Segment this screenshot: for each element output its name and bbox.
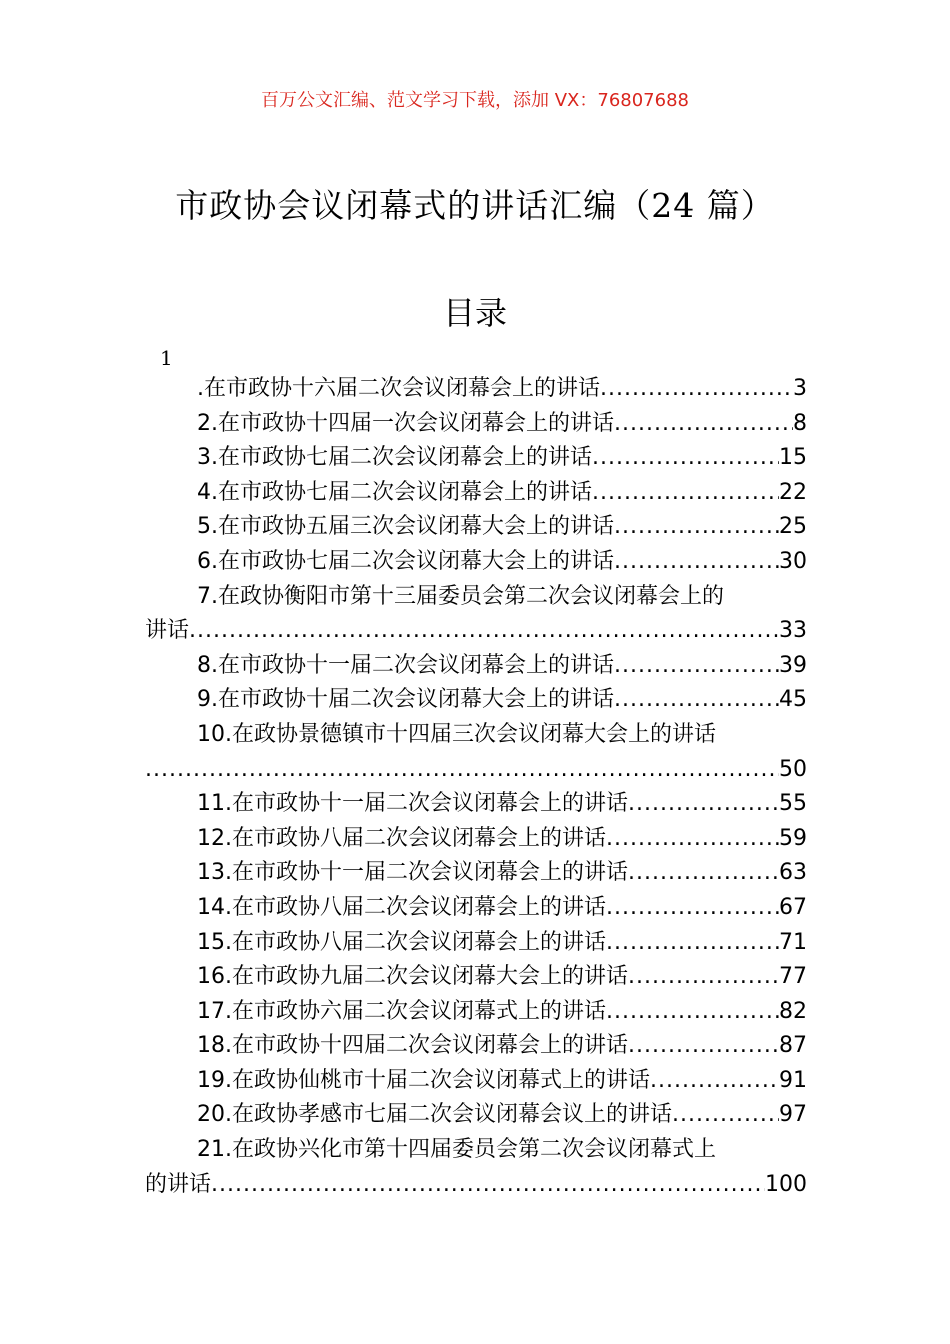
toc-entry[interactable] <box>145 822 807 857</box>
toc-leader-dots <box>592 441 779 476</box>
toc-leader-dots <box>606 822 779 857</box>
toc-page-number: 63 <box>779 860 807 886</box>
toc-entry-title: 14.在市政协八届二次会议闭幕会上的讲话 <box>197 894 606 920</box>
toc-page-number: 67 <box>779 894 807 920</box>
toc-entry[interactable] <box>145 580 807 649</box>
toc-entry-title: 11.在市政协十一届二次会议闭幕会上的讲话 <box>197 791 628 817</box>
toc-entry-title-line: 21.在政协兴化市第十四届委员会第二次会议闭幕式上 <box>197 1137 716 1163</box>
toc-leader-dots <box>606 926 779 961</box>
toc-entry[interactable] <box>145 510 807 545</box>
toc-entry-title: 15.在市政协八届二次会议闭幕会上的讲话 <box>197 929 606 955</box>
toc-entry-title: 6.在市政协七届二次会议闭幕大会上的讲话 <box>197 548 614 574</box>
toc-leader-dots <box>614 683 779 718</box>
toc-page-number: 87 <box>779 1033 807 1059</box>
toc-page-number: 3 <box>793 376 807 401</box>
toc-leader-dots <box>592 476 779 511</box>
toc-page-number: 91 <box>779 1067 807 1093</box>
document-title: 市政协会议闭幕式的讲话汇编（24 篇） <box>175 186 775 225</box>
toc-leader-dots <box>614 510 779 545</box>
toc-entry-title: 2.在市政协十四届一次会议闭幕会上的讲话 <box>197 410 614 436</box>
toc-leader-dots <box>650 1064 779 1099</box>
toc-entry[interactable] <box>145 1133 807 1202</box>
toc-leader-dots <box>628 1029 779 1064</box>
toc-page-number: 22 <box>779 479 807 505</box>
toc-page-number: 55 <box>779 791 807 817</box>
toc-entry-title: 18.在市政协十四届二次会议闭幕会上的讲话 <box>197 1033 628 1059</box>
toc-entry-title-line: 7.在政协衡阳市第十三届委员会第二次会议闭幕会上的 <box>197 583 724 609</box>
toc-entry-title: 8.在市政协十一届二次会议闭幕会上的讲话 <box>197 652 614 678</box>
toc-page-number: 77 <box>779 964 807 990</box>
toc-entry-title: 4.在市政协七届二次会议闭幕会上的讲话 <box>197 479 592 505</box>
toc-entry[interactable] <box>145 441 807 476</box>
toc-entry-title: 12.在市政协八届二次会议闭幕会上的讲话 <box>197 825 606 851</box>
toc-leader-dots <box>211 1168 765 1203</box>
toc-page-number: 39 <box>779 652 807 678</box>
toc-page-number: 25 <box>779 514 807 540</box>
toc-entry[interactable] <box>145 891 807 926</box>
toc-entry[interactable] <box>145 545 807 580</box>
toc-leader-dots <box>189 614 779 649</box>
toc-entry[interactable] <box>145 683 807 718</box>
toc-entry[interactable] <box>145 926 807 961</box>
toc-page-number: 50 <box>779 756 807 782</box>
toc-entry-title: 5.在市政协五届三次会议闭幕大会上的讲话 <box>197 514 614 540</box>
toc-entry-title: 20.在政协孝感市七届二次会议闭幕会议上的讲话 <box>197 1102 672 1128</box>
toc-leader-dots <box>672 1098 779 1133</box>
toc-leader-dots <box>614 407 793 442</box>
toc-entry[interactable] <box>145 407 807 442</box>
toc-heading: 目录 <box>442 294 507 332</box>
toc-entry[interactable] <box>145 476 807 511</box>
toc-entry-title: 的讲话 <box>145 1171 212 1197</box>
toc-entry-title: 19.在政协仙桃市十届二次会议闭幕式上的讲话 <box>197 1067 650 1093</box>
toc-leader-dots <box>628 960 779 995</box>
toc-leader-dots <box>606 995 779 1030</box>
toc-leader-dots <box>628 787 779 822</box>
toc-entry-title: 讲话 <box>145 618 190 644</box>
toc-entry[interactable] <box>145 856 807 891</box>
toc-entry-title-line: 10.在政协景德镇市十四届三次会议闭幕大会上的讲话 <box>197 721 716 747</box>
toc-leader-dots <box>606 891 779 926</box>
toc-page-number: 100 <box>765 1171 807 1197</box>
toc-entry[interactable] <box>145 1064 807 1099</box>
toc-page-number: 82 <box>779 998 807 1024</box>
toc-entry[interactable] <box>145 1029 807 1064</box>
toc-entry-title: 13.在市政协十一届二次会议闭幕会上的讲话 <box>197 860 628 886</box>
toc-leader-dots <box>145 753 779 788</box>
toc-page-number: 97 <box>779 1102 807 1128</box>
toc-page-number: 71 <box>779 929 807 955</box>
stray-number: 1 <box>160 346 173 370</box>
toc-entry-title: 17.在市政协六届二次会议闭幕式上的讲话 <box>197 998 606 1024</box>
toc-entry[interactable] <box>145 649 807 684</box>
table-of-contents <box>145 372 807 1202</box>
toc-leader-dots <box>614 545 779 580</box>
toc-entry-title: 3.在市政协七届二次会议闭幕会上的讲话 <box>197 445 592 471</box>
toc-page-number: 30 <box>779 548 807 574</box>
toc-entry[interactable] <box>145 1098 807 1133</box>
toc-entry-title: .在市政协十六届二次会议闭幕会上的讲话 <box>197 376 600 401</box>
toc-leader-dots <box>614 649 779 684</box>
toc-entry[interactable] <box>145 787 807 822</box>
toc-entry-title: 9.在市政协十届二次会议闭幕大会上的讲话 <box>197 687 614 713</box>
toc-entry[interactable] <box>145 718 807 787</box>
toc-page-number: 59 <box>779 825 807 851</box>
toc-entry[interactable] <box>145 372 807 407</box>
toc-page-number: 15 <box>779 445 807 471</box>
toc-leader-dots <box>600 372 793 407</box>
toc-entry-title: 16.在市政协九届二次会议闭幕大会上的讲话 <box>197 964 628 990</box>
header-watermark: 百万公文汇编、范文学习下载，添加 VX：76807688 <box>261 90 689 111</box>
toc-entry[interactable] <box>145 960 807 995</box>
toc-entry[interactable] <box>145 995 807 1030</box>
toc-page-number: 45 <box>779 687 807 713</box>
toc-page-number: 33 <box>779 618 807 644</box>
toc-leader-dots <box>628 856 779 891</box>
toc-page-number: 8 <box>793 410 807 436</box>
